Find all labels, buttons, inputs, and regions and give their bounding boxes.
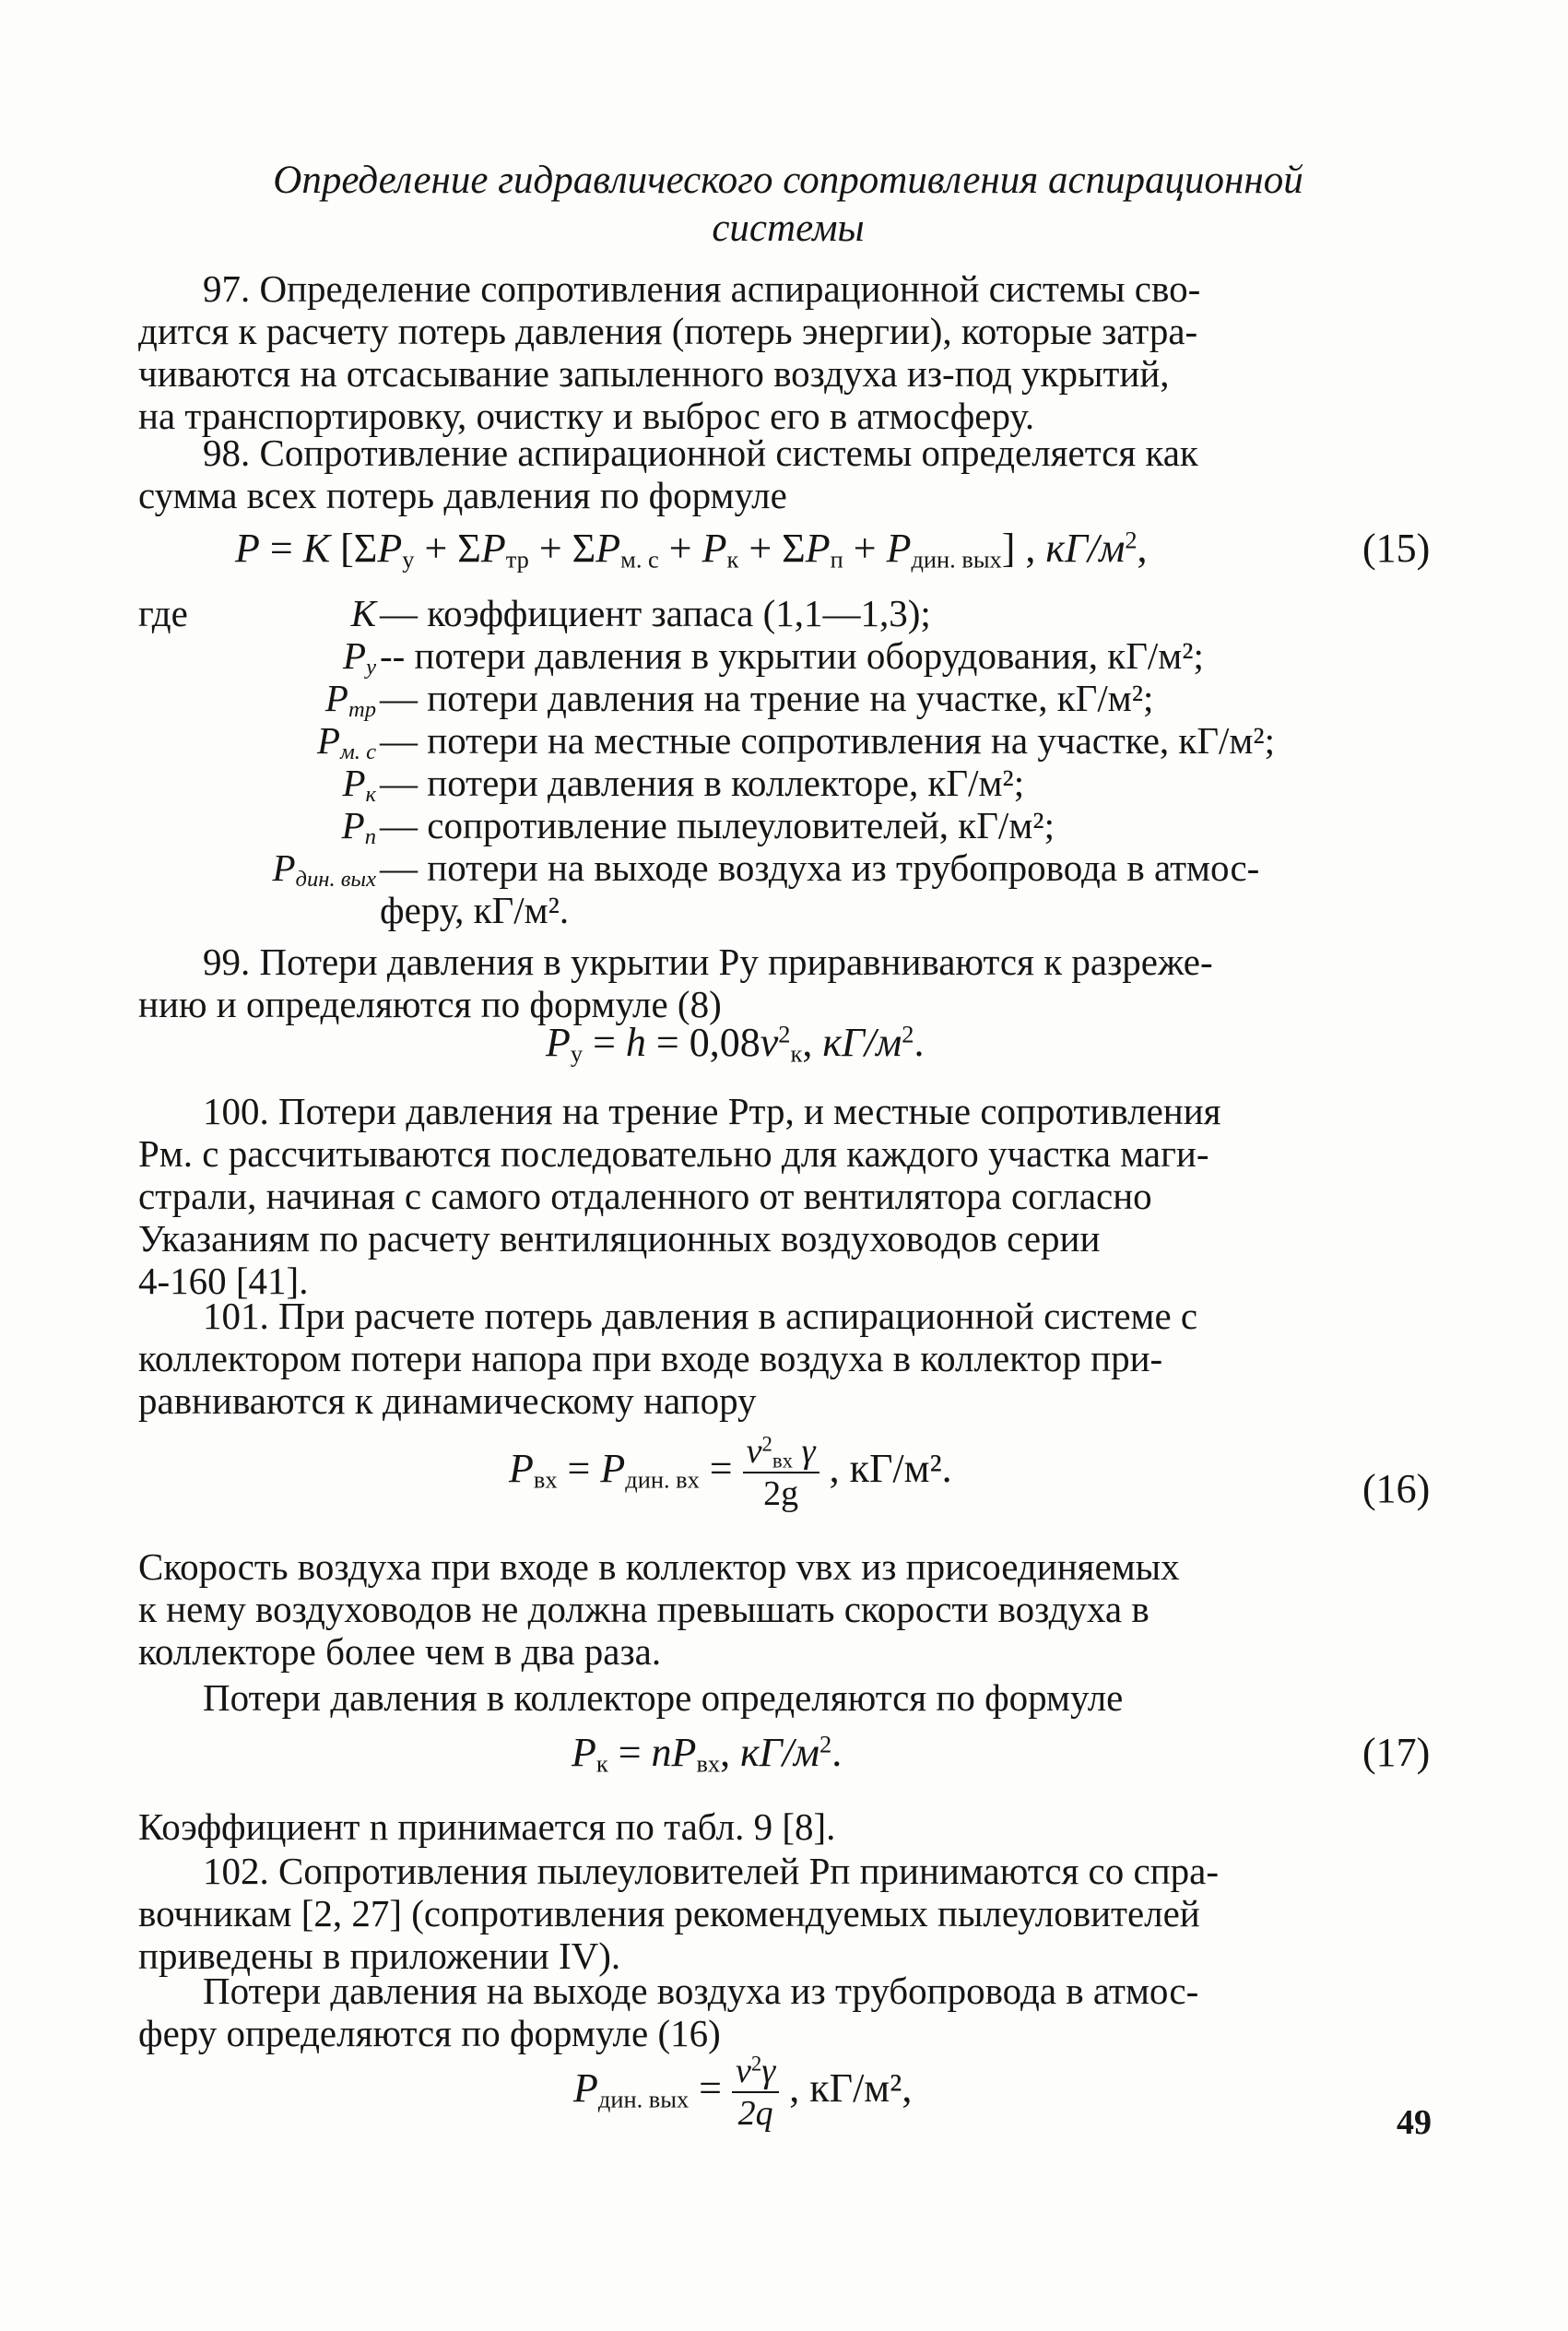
- text-line: Потери давления в коллекторе определяются по формуле: [203, 1676, 1124, 1719]
- page-number: 49: [1397, 2103, 1432, 2142]
- text-line: на транспортировку, очистку и выброс его в атмосферу.: [138, 395, 1035, 437]
- text-line: к нему воздуховодов не должна превышать скорости воздуха в: [138, 1588, 1149, 1630]
- fraction: $\frac{v^2\gamma}{2q}$: [732, 2051, 779, 2134]
- text-line: приведены в приложении IV).: [138, 1935, 621, 1977]
- text-line: Pм. с рассчитываются последовательно для каждого участка маги-: [138, 1132, 1209, 1175]
- equation-exit: $P_{дин. вых}$ = $\frac{v^2\gamma}{2q}$ , кГ/м²,: [573, 2052, 913, 2133]
- paragraph-speed: [138, 1545, 1438, 1673]
- text-line: 4-160 [41].: [138, 1260, 309, 1302]
- text-line: 102. Сопротивления пылеуловителей Pп принимаются со спра-: [203, 1850, 1219, 1892]
- equation-17: $P_к = nP_{вх}$, $кГ/м^2$.: [572, 1730, 843, 1778]
- where-tail: феру, кГ/м².: [380, 889, 570, 931]
- paragraph-98: [138, 432, 1438, 516]
- equation-15-number: (15): [1362, 526, 1431, 571]
- equation-16: $P_{вх} = P_{дин. вх}$ = $\frac{v^2_{вх} \gamma}{2g}$ , кГ/м².: [509, 1432, 952, 1513]
- paragraph-100: [138, 1090, 1438, 1302]
- text-line: Потери давления на выходе воздуха из трубопровода в атмос-: [203, 1970, 1199, 2012]
- equation-8: $P_у = h = 0,08v^2_к$, $кГ/м^2$.: [546, 1020, 925, 1068]
- text-line: страли, начиная с самого отдаленного от вентилятора согласно: [138, 1175, 1152, 1217]
- fraction: $\frac{v^2_{вх} \gamma}{2g}$: [743, 1431, 819, 1514]
- paragraph-102: [138, 1850, 1438, 1977]
- equation-15: P = K $[\Sigma P_у + \Sigma P_{тр} + \Sigma P_{м. с} + P_к + \Sigma P_п + P_{дин. вых}]$ , $кГ/м^2$,: [235, 526, 1148, 574]
- text-line: нию и определяются по формуле (8): [138, 983, 722, 1025]
- text-line: вочникам [2, 27] (сопротивления рекомендуемых пылеуловителей: [138, 1892, 1200, 1935]
- text-line: 101. При расчете потерь давления в аспирационной системе с: [203, 1295, 1198, 1337]
- text-line: коллектором потери напора при входе воздуха в коллектор при-: [138, 1337, 1163, 1379]
- paragraph-99: [138, 941, 1438, 1025]
- paragraph-exit: [138, 1970, 1438, 2054]
- paragraph-101: [138, 1295, 1438, 1422]
- heading-line-2: системы: [712, 207, 865, 250]
- text-line: Указаниям по расчету вентиляционных воздуховодов серии: [138, 1217, 1101, 1260]
- text-line: 98. Сопротивление аспирационной системы определяется как: [203, 432, 1198, 474]
- equation-17-number: (17): [1362, 1730, 1431, 1775]
- paragraph-collector: [138, 1676, 1438, 1719]
- paragraph-coefficient: [138, 1805, 1438, 1848]
- text-line: равниваются к динамическому напору: [138, 1379, 757, 1422]
- text-line: коллекторе более чем в два раза.: [138, 1630, 662, 1673]
- text-line: феру определяются по формуле (16): [138, 2012, 721, 2054]
- where-label: где: [138, 592, 188, 634]
- text-line: Скорость воздуха при входе в коллектор vвх из присоединяемых: [138, 1545, 1180, 1588]
- text-line: дится к расчету потерь давления (потерь энергии), которые затра-: [138, 310, 1198, 352]
- section-heading: [138, 157, 1438, 253]
- equation-16-number: (16): [1362, 1466, 1431, 1511]
- document-page: Определение гидравлического сопротивления аспирационной системы 97. Определение сопротивления аспирационной системы сво- дится к расчету потерь давления (потерь энергии), которые затра- чиваются на отсасывание запыленного воздуха из-под укрытий, на транспортировку, очистку и выброс его в атмосферу. 98. Сопротивление аспирационной системы определяется как сумма всех потерь давления по формуле P = K $[\Sigma P_у + \Sigma P_{тр} + \Sigma P_{м. с} + P_к + \Sigma P_п + P_{дин. вых}]$ , $кГ/м^2$, (15) где K — коэффициент запаса (1,1—1,3); $P_у$ -- потери давления в укрытии оборудования, кГ/м²; $P_{тр}$ — потери давления на трение на участке, кГ/м²; $P_{м. с}$ — потери на местные сопротивления на участке, кГ/м²; $P_к$ — потери давления в коллекторе, кГ/м²; $P_п$ — сопротивление пылеуловителей, кГ/м²; $P_{дин. вых}$ — потери на выходе воздуха из трубопровода в атмос- феру, кГ/м². 99. Потери давления в укрытии Pу приравниваются к разреже- нию и определяются по формуле (8) $P_у = h = 0,08v^2_к$, $кГ/м^2$. 100. Потери давления на трение Pтр, и местные сопротивления Pм. с рассчитываются последовательно для каждого участка маги- страли, начиная с самого отдаленного от вентилятора согласно Указаниям по расчету вентиляционных воздуховодов серии 4-160 [41]. 101. При расчете потерь давления в аспирационной системе с коллектором потери напора при входе воздуха в коллектор при- равниваются к динамическому напору $P_{вх} = P_{дин. вх}$ = $\frac{v^2_{вх} \gamma}{2g}$ , кГ/м². (16) Скорость воздуха при входе в коллектор vвх из присоединяемых к нему воздуховодов не должна превышать скорости воздуха в коллекторе более чем в два раза. Потери давления в коллекторе определяются по формуле $P_к = nP_{вх}$, $кГ/м^2$. (17) Коэффициент n принимается по табл. 9 [8]. 102. Сопротивления пылеуловителей Pп принимаются со спра- вочникам [2, 27] (сопротивления рекомендуемых пылеуловителей приведены в приложении IV). Потери давления на выходе воздуха из трубопровода в атмос- феру определяются по формуле (16) $P_{дин. вых}$ = $\frac{v^2\gamma}{2q}$ , кГ/м², 49: [0, 0, 1568, 2331]
- text-line: Коэффициент n принимается по табл. 9 [8].: [138, 1805, 836, 1848]
- text-line: 99. Потери давления в укрытии Pу приравниваются к разреже-: [203, 941, 1213, 983]
- text-line: 100. Потери давления на трение Pтр, и местные сопротивления: [203, 1090, 1221, 1132]
- paragraph-97: [138, 267, 1438, 437]
- text-line: 97. Определение сопротивления аспирационной системы сво-: [203, 267, 1201, 310]
- text-line: сумма всех потерь давления по формуле: [138, 474, 787, 516]
- text-line: чиваются на отсасывание запыленного воздуха из-под укрытий,: [138, 352, 1170, 395]
- heading-line-1: Определение гидравлического сопротивления аспирационной: [273, 159, 1303, 202]
